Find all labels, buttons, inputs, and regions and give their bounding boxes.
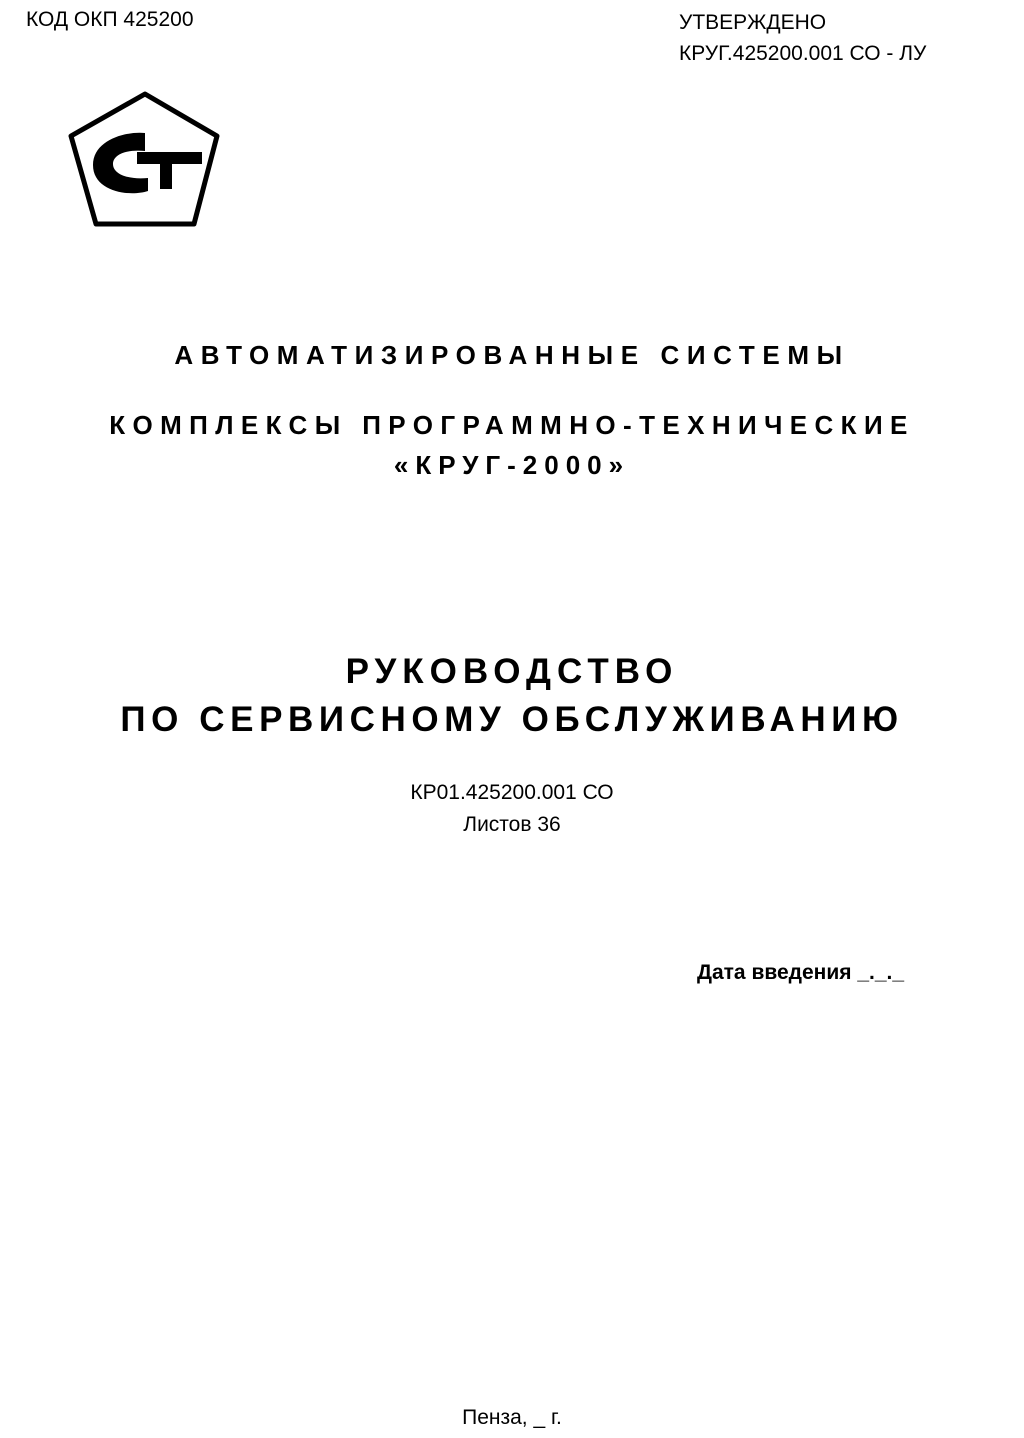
approval-code: КРУГ.425200.001 СО - ЛУ (679, 42, 927, 65)
intro-date: Дата введения _._._ (697, 961, 905, 984)
approval-block (679, 7, 926, 69)
okp-code: КОД ОКП 425200 (26, 8, 194, 31)
document-title-line-1: РУКОВОДСТВО (345, 652, 679, 691)
sheet-count: Листов 36 (463, 813, 561, 836)
city-year: Пенза, _ г. (462, 1406, 562, 1429)
complex-title: КОМПЛЕКСЫ ПРОГРАММНО-ТЕХНИЧЕСКИЕ (109, 410, 915, 440)
document-code: КР01.425200.001 СО (410, 781, 614, 804)
system-title: АВТОМАТИЗИРОВАННЫЕ СИСТЕМЫ (174, 340, 850, 370)
document-title-line-2: ПО СЕРВИСНОМУ ОБСЛУЖИВАНИЮ (120, 700, 904, 739)
approval-label: УТВЕРЖДЕНО (679, 11, 827, 34)
gost-certification-mark-icon (66, 88, 224, 230)
complex-name: «КРУГ-2000» (393, 450, 631, 480)
